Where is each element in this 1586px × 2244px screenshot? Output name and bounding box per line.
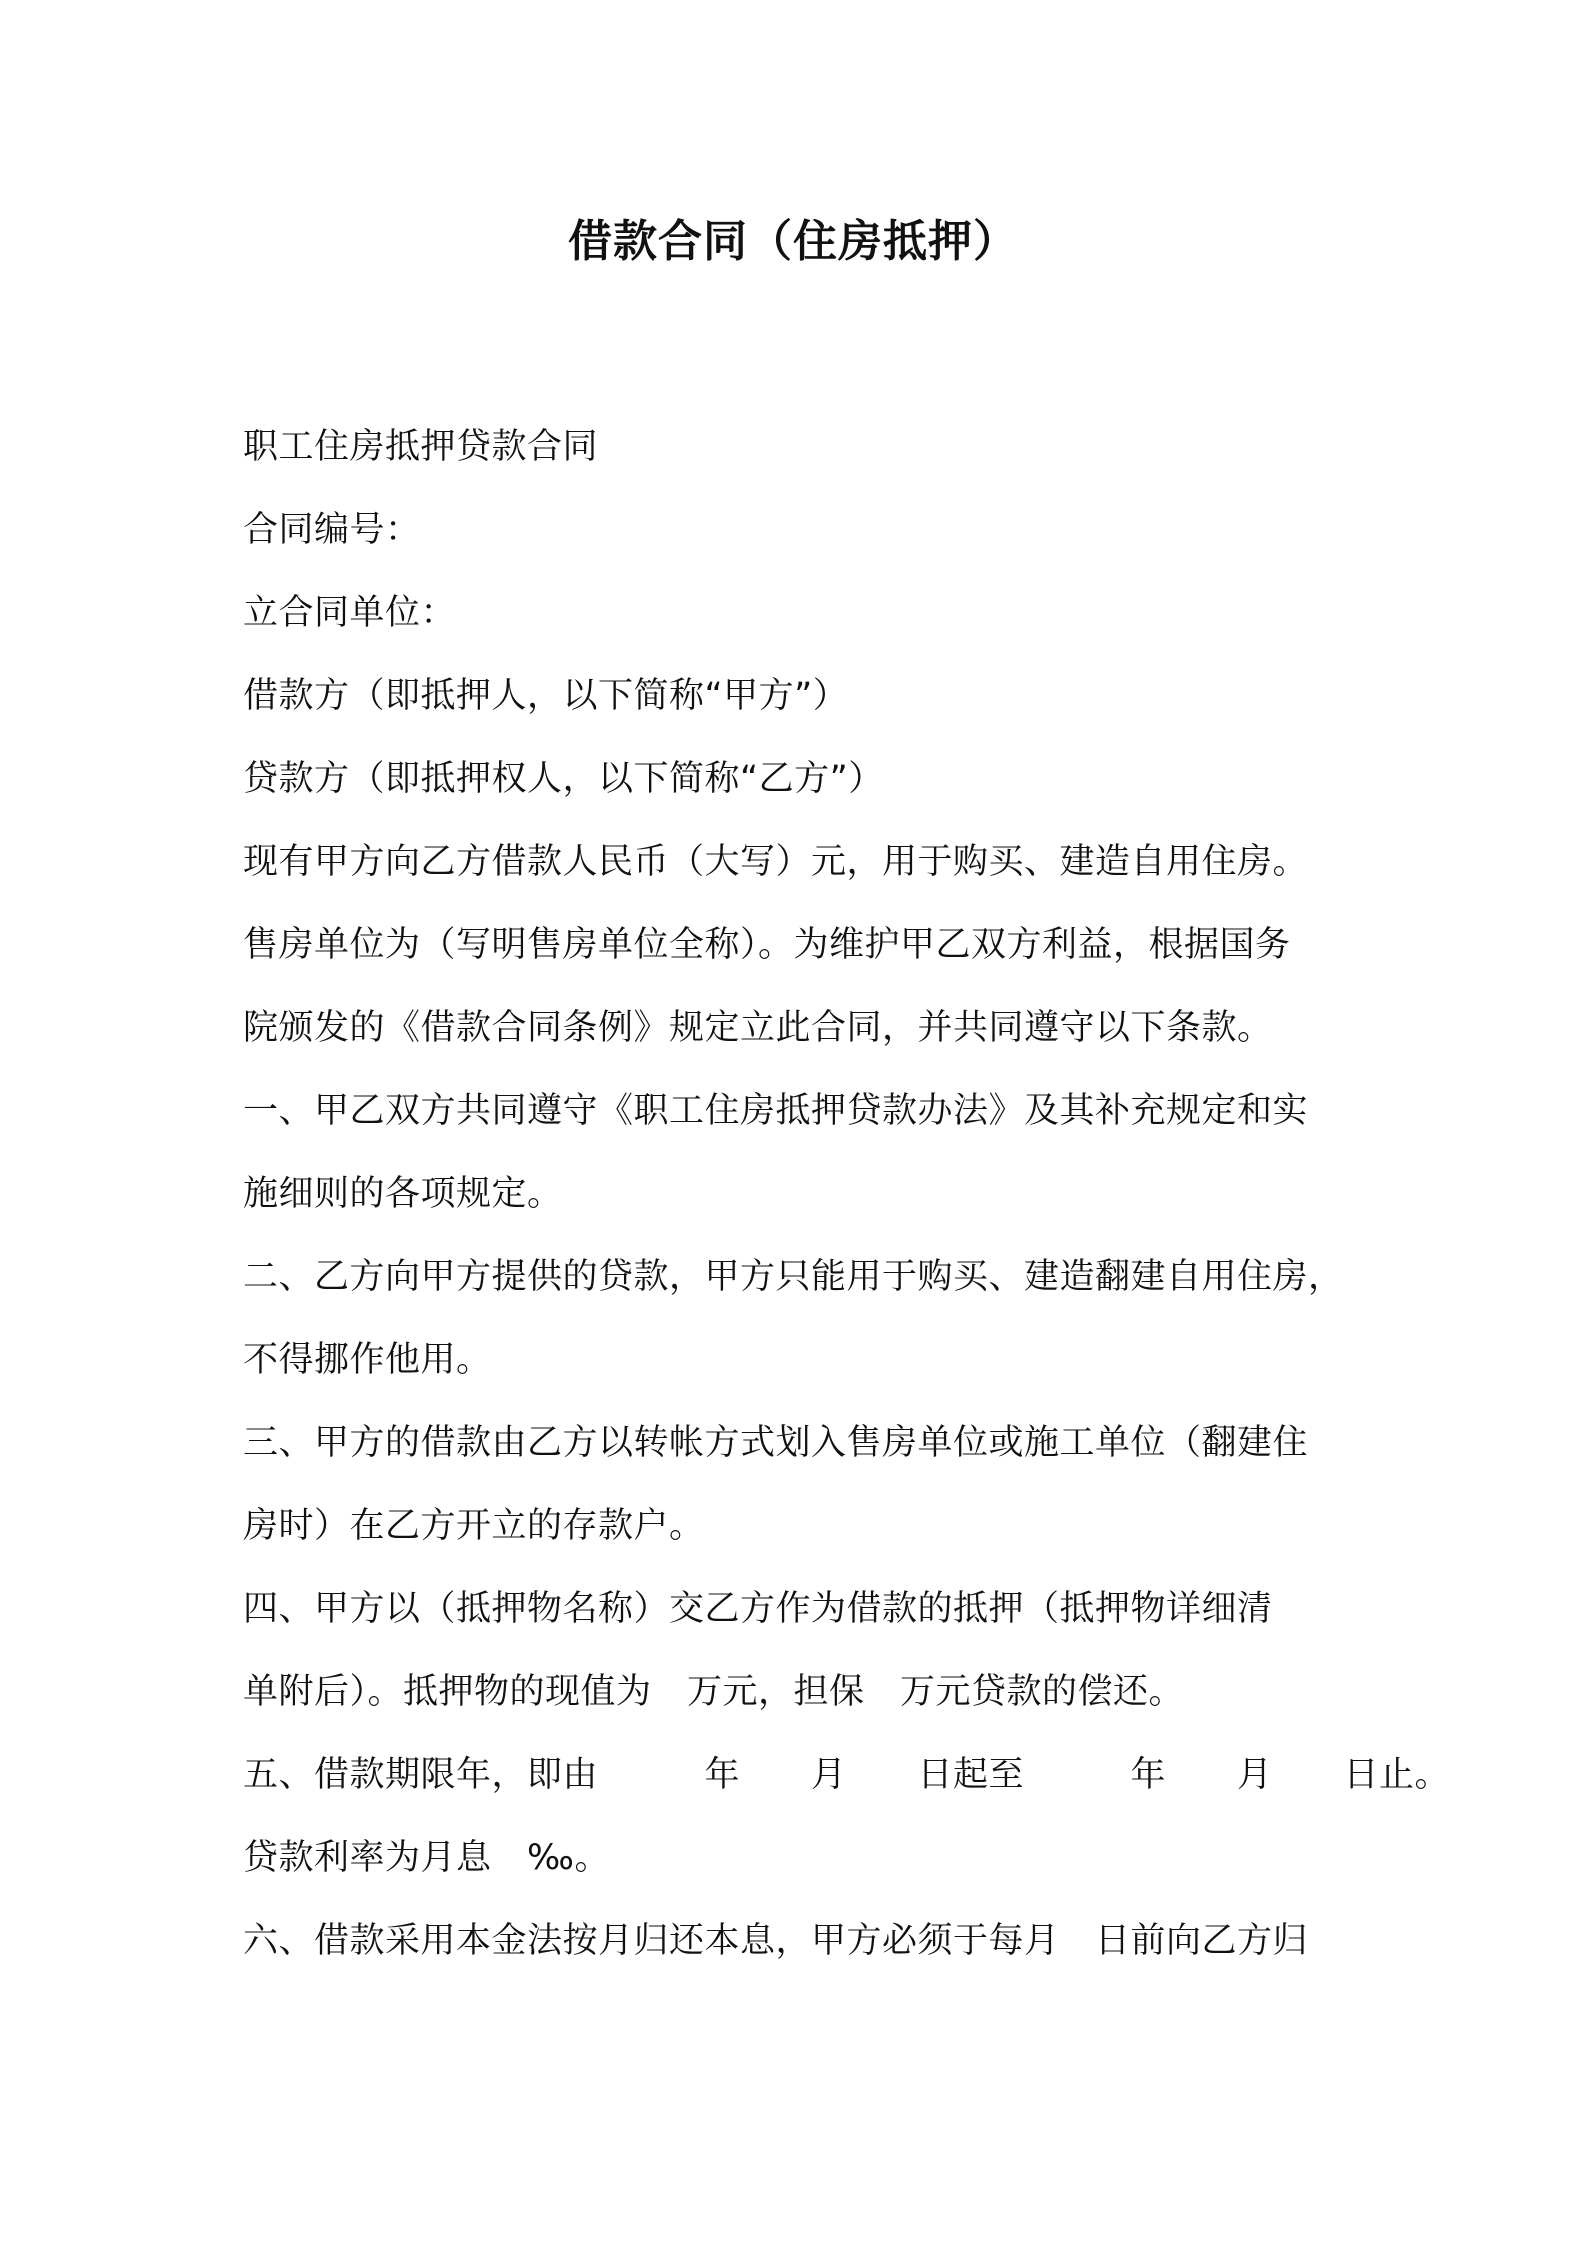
preamble-line-1: 现有甲方向乙方借款人民币（大写）元，用于购买、建造自用住房。 (243, 842, 1309, 882)
clause-3-line-1: 三、甲方的借款由乙方以转帐方式划入售房单位或施工单位（翻建住 (243, 1423, 1309, 1463)
clause-2-line-2: 不得挪作他用。 (243, 1340, 492, 1380)
clause-1-line-2: 施细则的各项规定。 (243, 1174, 563, 1214)
preamble-line-2: 售房单位为（写明售房单位全称）。为维护甲乙双方利益，根据国务 (243, 925, 1291, 965)
clause-4-line-2: 单附后）。抵押物的现值为 万元，担保 万元贷款的偿还。 (243, 1672, 1185, 1712)
section-heading-contract-name: 职工住房抵押贷款合同 (243, 427, 599, 467)
clause-4-line-1: 四、甲方以（抵押物名称）交乙方作为借款的抵押（抵押物详细清 (243, 1589, 1273, 1629)
contracting-parties-label: 立合同单位： (243, 593, 457, 633)
document-title: 借款合同（住房抵押） (568, 216, 1018, 267)
lender-party-line: 贷款方（即抵押权人，以下简称“乙方”） (243, 759, 884, 799)
clause-1-line-1: 一、甲乙双方共同遵守《职工住房抵押贷款办法》及其补充规定和实 (243, 1091, 1309, 1131)
document-body (243, 406, 1451, 1983)
clause-5-line-1: 五、借款期限年，即由 年 月 日起至 年 月 日止。 (243, 1755, 1451, 1795)
clause-3-line-2: 房时）在乙方开立的存款户。 (243, 1506, 705, 1546)
contract-number-field: 合同编号： (243, 510, 421, 550)
clause-2-line-1: 二、乙方向甲方提供的贷款，甲方只能用于购买、建造翻建自用住房， (243, 1257, 1344, 1297)
preamble-line-3: 院颁发的《借款合同条例》规定立此合同，并共同遵守以下条款。 (243, 1008, 1273, 1048)
clause-6-line-1: 六、借款采用本金法按月归还本息，甲方必须于每月 日前向乙方归 (243, 1921, 1309, 1961)
borrower-party-line: 借款方（即抵押人，以下简称“甲方”） (243, 676, 849, 716)
clause-5-line-2: 贷款利率为月息 ‰。 (243, 1838, 610, 1878)
